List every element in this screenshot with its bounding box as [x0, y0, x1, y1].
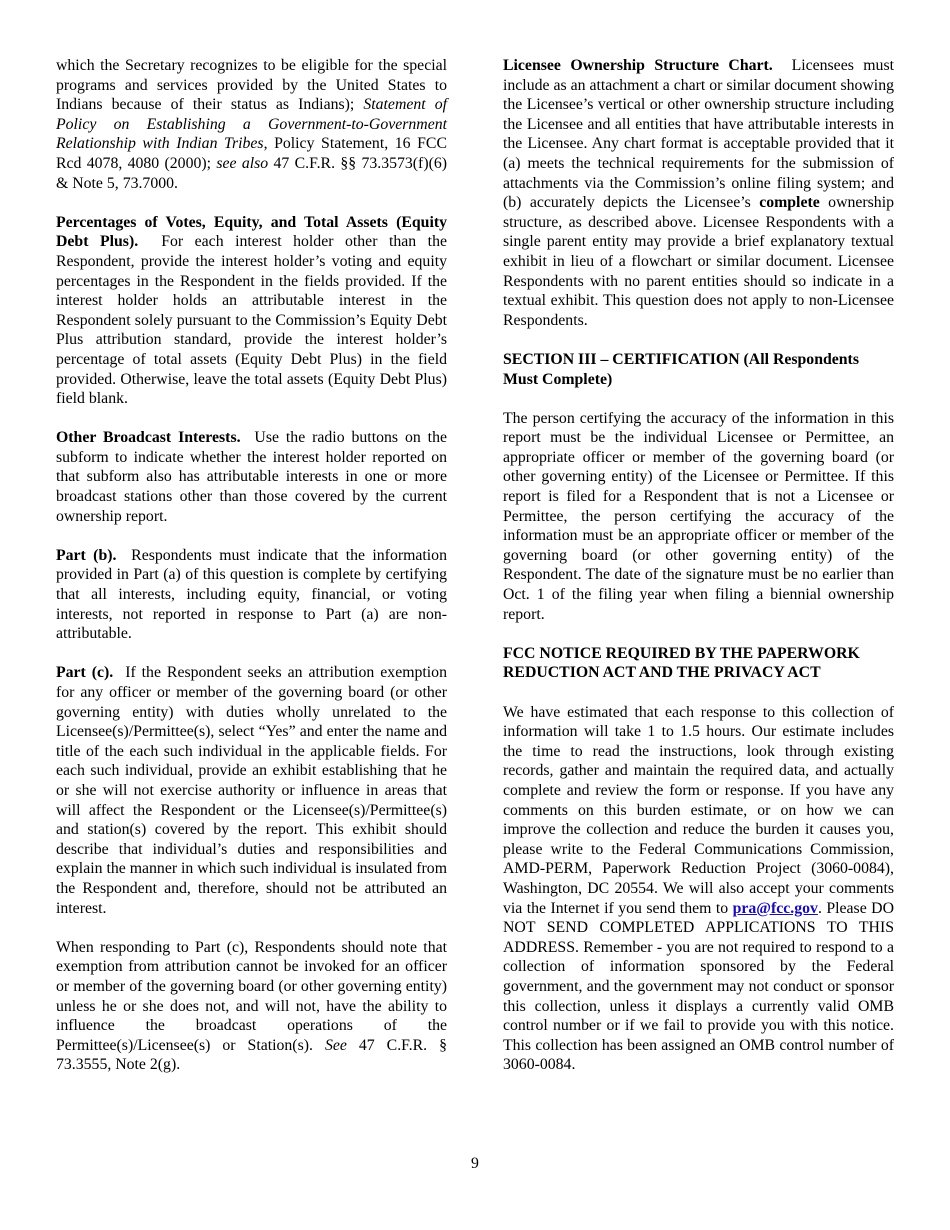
paragraph-heading: Part (b).: [56, 546, 117, 564]
paragraph-certification: The person certifying the accuracy of the information in this report must be the individual Licensee or Permittee, an appropriate officer or member of the governing board (or other governing entity) of the Licensee or Permittee. If this report is filed for a Respondent that is not a Licensee or Permittee, the person certifying the accuracy of the information must be an appropriate officer or member of the governing board (or other governing entity) of the Respondent. The date of the signature must be no earlier than Oct. 1 of the filing year when filing a biennial ownership report.: [503, 409, 894, 623]
paragraph-heading: Part (c).: [56, 664, 114, 682]
paragraph-paperwork-notice: We have estimated that each response to this collection of information will take 1 to 1.5 hours. Our estimate includes the time to read the instructions, look through existing records, gather and maintain the required data, and actually complete and review the form or response. If you have any comments on this burden estimate, or on how we can improve the collection and reduce the burden it causes you, please write to the Federal Communications Commission, AMD-PERM, Paperwork Reduction Project (3060-0084), Washington, DC 20554. We will also accept your comments via the Internet if you send them to pra@fcc.gov. Please DO NOT SEND COMPLETED APPLICATIONS TO THIS ADDRESS. Remember - you are not required to respond to a collection of information sponsored by the Federal government, and the government may not conduct or sponsor this collection, unless it displays a currently valid OMB control number or if we fail to provide you with this notice. This collection has been assigned an OMB control number of 3060-0084.: [503, 703, 894, 1074]
paragraph-other-broadcast-interests: Other Broadcast Interests. Use the radio buttons on the subform to indicate whether the interest holder reported on that subform also has attributable interests in one or more broadcast stations other than those covered by the current ownership report.: [56, 429, 447, 525]
paragraph-heading: Other Broadcast Interests.: [56, 429, 241, 447]
left-column: [56, 56, 447, 1094]
right-column: [503, 56, 894, 1094]
paragraph-heading: Licensee Ownership Structure Chart.: [503, 57, 773, 74]
paragraph-part-c-note: When responding to Part (c), Respondents should note that exemption from attribution cannot be invoked for an officer or member of the governing board (or other governing entity) unless he or she does not, and will not, have the ability to influence the broadcast operations of the Permittee(s)/Licensee(s) or Station(s). See 47 C.F.R. § 73.3555, Note 2(g).: [56, 938, 447, 1074]
paragraph-ownership-chart: Licensee Ownership Structure Chart. Licensees must include as an attachment a chart or similar document showing the Licensee’s vertical or other ownership structure including the Licensee and all entities that have attributable interests in the Licensee. Any chart format is acceptable provided that it (a) meets the technical requirements for the submission of attachments via the Commission’s online filing system; and (b) accurately depicts the Licensee’s complete ownership structure, as described above. Licensee Respondents with a single parent entity may provide a brief explanatory textual exhibit in lieu of a flowchart or similar document. Licensee Respondents with no parent entities should so indicate in a textual exhibit. This question does not apply to non-Licensee Respondents.: [503, 57, 894, 329]
paragraph-heading: Percentages of Votes, Equity, and Total Assets (Equity Debt Plus).: [56, 213, 447, 251]
fcc-notice-heading: FCC NOTICE REQUIRED BY THE PAPERWORK REDUCTION ACT AND THE PRIVACY ACT: [503, 644, 860, 682]
paragraph-part-c: Part (c). If the Respondent seeks an attribution exemption for any officer or member of the governing board (or other governing entity) with duties wholly unrelated to the Licensee(s)/Permittee(s), select “Yes” and enter the name and title of the each such individual in the applicable fields. For each such individual, provide an exhibit establishing that he or she will not exercise authority or influence in areas that will affect the Respondent or the Licensee(s)/Permittee(s) and station(s) covered by the report. This exhibit should describe that individual’s duties and responsibilities and explain the manner in which such individual is insulated from the Respondent and, therefore, should not be attributed an interest.: [56, 664, 447, 917]
email-link[interactable]: pra@fcc.gov: [732, 899, 818, 917]
section-iii-heading: SECTION III – CERTIFICATION (All Respondents Must Complete): [503, 350, 859, 388]
page-number: 9: [471, 1155, 479, 1172]
paragraph-part-b: Part (b). Respondents must indicate that the information provided in Part (a) of this question is complete by certifying that all interests, including equity, financial, or voting interests, not reported in response to Part (a) are non-attributable.: [56, 546, 447, 643]
paragraph-tribal-policy: which the Secretary recognizes to be eligible for the special programs and services provided by the United States to Indians because of their status as Indians); Statement of Policy on Establishing a Government-to-Government Relationship with Indian Tribes, Policy Statement, 16 FCC Rcd 4078, 4080 (2000); see also 47 C.F.R. §§ 73.3573(f)(6) & Note 5, 73.7000.: [56, 57, 448, 192]
paragraph-percentages: Percentages of Votes, Equity, and Total Assets (Equity Debt Plus). For each interest holder other than the Respondent, provide the interest holder’s voting and equity percentages in the Respondent in the fields provided. If the interest holder holds an attributable interest in the Respondent solely pursuant to the Commission’s Equity Debt Plus attribution standard, provide the interest holder’s percentage of total assets (Equity Debt Plus) in the field provided. Otherwise, leave the total assets (Equity Debt Plus) field blank.: [56, 213, 447, 408]
